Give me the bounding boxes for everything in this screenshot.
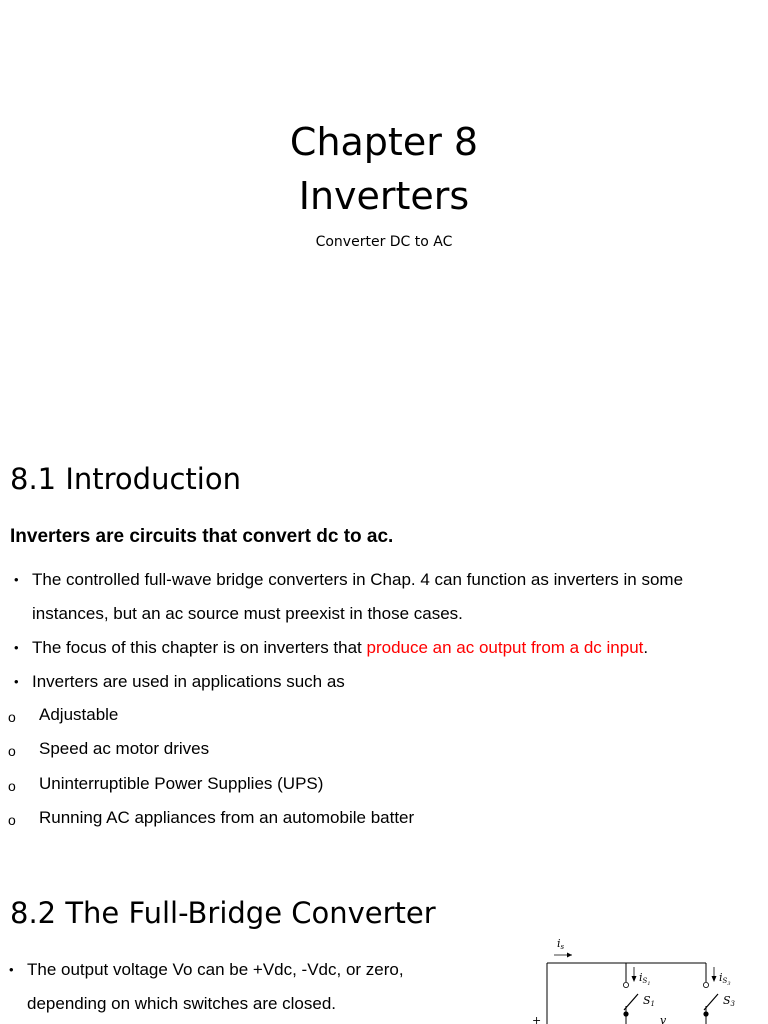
circle-bullet-icon: o [8, 811, 16, 828]
applications-list [0, 698, 414, 835]
sub-bullet-item [0, 801, 414, 835]
switch1-current-label: iS1 [639, 971, 651, 987]
circle-bullet-icon: o [8, 709, 16, 725]
slide-subtitle: Converter DC to AC [315, 234, 453, 250]
sub-bullet-item [0, 698, 414, 732]
switch3-node [703, 1011, 708, 1016]
bullet-item [0, 953, 487, 1021]
switch3-current-arrowhead [712, 976, 717, 982]
sub-bullet-text: Uninterruptible Power Supplies (UPS) [39, 773, 324, 793]
source-plus-mark: + [532, 1014, 542, 1024]
switch3-terminal [703, 982, 708, 987]
bullet-highlight-text: produce an ac output from a dc input [366, 638, 644, 657]
switch1-label: S1 [643, 994, 656, 1008]
full-bridge-circuit-diagram [520, 930, 768, 1024]
full-bridge-bullet-list [0, 953, 487, 1021]
sub-bullet-text: Adjustable [39, 705, 119, 724]
bullet-text: The output voltage Vo can be +Vdc, -Vdc, or zero, depending on which switches are closed. [27, 960, 404, 1013]
bullet-item [0, 665, 732, 699]
source-current-label: is [557, 937, 565, 951]
title-line-2: Inverters [298, 174, 470, 218]
bullet-item [0, 631, 732, 665]
bullet-item [0, 563, 732, 631]
bullet-dot-icon: • [14, 674, 19, 689]
source-current-arrowhead [567, 953, 572, 958]
switch3-current-label: iS3 [719, 971, 731, 987]
bullet-text: Inverters are used in applications such as [32, 672, 345, 691]
sub-bullet-item [0, 767, 414, 801]
switch1-current-arrowhead [632, 976, 637, 982]
sub-bullet-text: Running AC appliances from an automobile batter [39, 807, 415, 827]
section-lead-text: Inverters are circuits that convert dc to ac. [10, 526, 394, 547]
bullet-dot-icon: • [14, 640, 19, 655]
sub-bullet-item [0, 732, 414, 766]
title-line-1: Chapter 8 [289, 120, 479, 164]
bullet-dot-icon: • [14, 572, 19, 587]
switch1-node [623, 1011, 628, 1016]
bullet-dot-icon: • [9, 962, 14, 977]
section-heading-introduction: 8.1 Introduction [10, 462, 241, 496]
section-heading-full-bridge: 8.2 The Full-Bridge Converter [10, 896, 436, 930]
output-voltage-label: v [660, 1014, 667, 1024]
circle-bullet-icon: o [8, 777, 16, 794]
bullet-text-after: . [643, 638, 649, 657]
sub-bullet-text: Speed ac motor drives [39, 739, 210, 759]
bullet-text-before: The focus of this chapter is on inverters that [32, 638, 367, 657]
slide-title [0, 115, 768, 223]
switch3-label: S3 [723, 994, 736, 1008]
switch1-terminal [623, 982, 628, 987]
bullet-text: The controlled full-wave bridge converters in Chap. 4 can function as inverters in some instances, but an ac source must preexist in those cases. [32, 570, 684, 623]
circle-bullet-icon: o [8, 743, 16, 760]
intro-bullet-list [0, 563, 732, 699]
